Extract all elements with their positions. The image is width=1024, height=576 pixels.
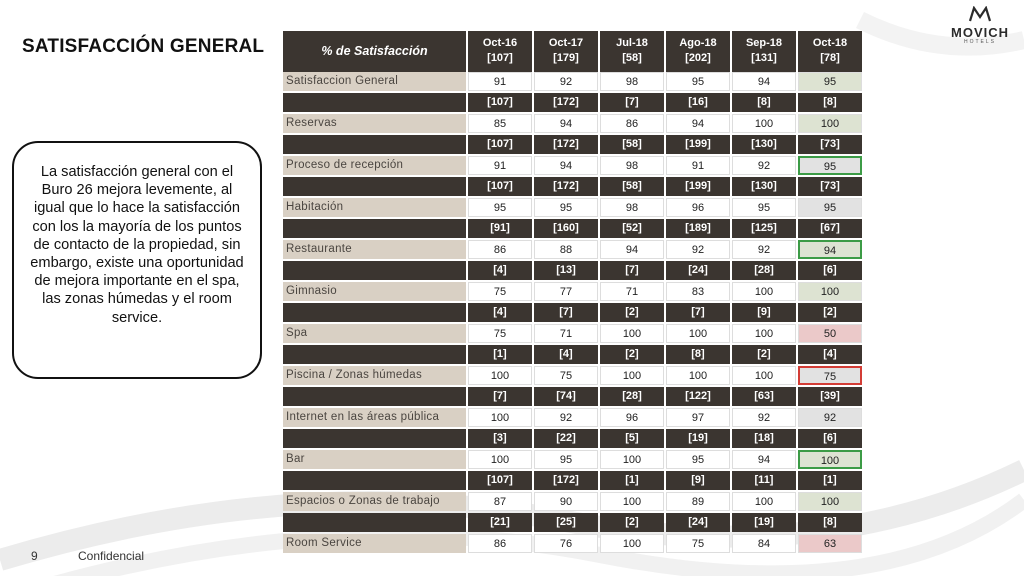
value-cell: 75 [534, 366, 598, 385]
sample-size-row-label [283, 471, 466, 490]
sample-size-row-label [283, 387, 466, 406]
sample-size-cell: [58] [600, 177, 664, 196]
column-period: Jul-18 [616, 37, 648, 49]
value-cell: 50 [798, 324, 862, 343]
column-sample-size: [131] [751, 52, 777, 64]
sample-size-row-label [283, 429, 466, 448]
value-cell: 92 [798, 408, 862, 427]
sample-size-cell: [6] [798, 429, 862, 448]
sample-size-cell: [24] [666, 513, 730, 532]
value-cell: 92 [732, 408, 796, 427]
sample-size-cell: [7] [534, 303, 598, 322]
value-cell: 92 [534, 72, 598, 91]
sample-size-cell: [107] [468, 177, 532, 196]
column-period: Oct-17 [548, 37, 584, 49]
sample-size-row-label [283, 513, 466, 532]
sample-size-cell: [16] [666, 93, 730, 112]
footer-confidential: Confidencial [78, 549, 145, 563]
value-cell: 94 [732, 72, 796, 91]
value-cell: 94 [798, 240, 862, 259]
satisfaction-table [283, 31, 859, 548]
row-label: Internet en las áreas pública [283, 408, 466, 427]
company-logo [940, 6, 1020, 46]
column-period: Ago-18 [679, 37, 717, 49]
value-cell: 95 [534, 450, 598, 469]
page-number: 9 [31, 549, 38, 563]
sample-size-cell: [28] [732, 261, 796, 280]
sample-size-cell: [125] [732, 219, 796, 238]
sample-size-cell: [8] [798, 513, 862, 532]
value-cell: 85 [468, 114, 532, 133]
value-cell: 95 [666, 450, 730, 469]
value-cell: 89 [666, 492, 730, 511]
column-sample-size: [78] [820, 52, 840, 64]
sample-size-cell: [1] [468, 345, 532, 364]
column-header [732, 31, 796, 72]
column-sample-size: [202] [685, 52, 711, 64]
value-cell: 100 [798, 114, 862, 133]
sample-size-cell: [24] [666, 261, 730, 280]
sample-size-cell: [2] [600, 513, 664, 532]
sample-size-cell: [199] [666, 135, 730, 154]
table-row [283, 156, 859, 176]
column-period: Oct-16 [482, 37, 518, 49]
sample-size-row-label [283, 345, 466, 364]
sample-size-cell: [7] [468, 387, 532, 406]
table-row [283, 408, 859, 428]
column-header [534, 31, 598, 72]
row-label: Proceso de recepción [283, 156, 466, 175]
sample-size-cell: [122] [666, 387, 730, 406]
value-cell: 94 [600, 240, 664, 259]
value-cell: 94 [732, 450, 796, 469]
table-row [283, 450, 859, 470]
value-cell: 100 [468, 366, 532, 385]
column-header [798, 31, 862, 72]
row-label: Habitación [283, 198, 466, 217]
table-row [283, 282, 859, 302]
table-row [283, 198, 859, 218]
value-cell: 77 [534, 282, 598, 301]
sample-size-row [283, 261, 859, 281]
value-cell: 88 [534, 240, 598, 259]
sample-size-row [283, 429, 859, 449]
page-title: SATISFACCIÓN GENERAL [22, 36, 265, 57]
value-cell: 96 [600, 408, 664, 427]
value-cell: 100 [468, 450, 532, 469]
sample-size-cell: [3] [468, 429, 532, 448]
value-cell: 86 [468, 240, 532, 259]
value-cell: 100 [666, 366, 730, 385]
sample-size-row [283, 387, 859, 407]
sample-size-cell: [107] [468, 135, 532, 154]
value-cell: 100 [732, 114, 796, 133]
column-header [600, 31, 664, 72]
sample-size-row [283, 345, 859, 365]
sample-size-row [283, 219, 859, 239]
value-cell: 71 [600, 282, 664, 301]
sample-size-row [283, 513, 859, 533]
table-row [283, 72, 859, 92]
row-label: Reservas [283, 114, 466, 133]
row-label: Restaurante [283, 240, 466, 259]
sample-size-cell: [107] [468, 471, 532, 490]
sample-size-cell: [8] [732, 93, 796, 112]
table-row [283, 366, 859, 386]
value-cell: 92 [732, 240, 796, 259]
value-cell: 84 [732, 534, 796, 553]
value-cell: 86 [468, 534, 532, 553]
sample-size-cell: [74] [534, 387, 598, 406]
value-cell: 100 [600, 492, 664, 511]
sample-size-cell: [25] [534, 513, 598, 532]
value-cell: 92 [534, 408, 598, 427]
logo-m-icon [968, 6, 992, 22]
sample-size-row-label [283, 261, 466, 280]
value-cell: 94 [534, 156, 598, 175]
column-header [468, 31, 532, 72]
logo-subtitle: HOTELS [963, 39, 996, 45]
sample-size-cell: [9] [732, 303, 796, 322]
sample-size-row [283, 93, 859, 113]
sample-size-cell: [39] [798, 387, 862, 406]
row-label: Room Service [283, 534, 466, 553]
column-period: Sep-18 [745, 37, 783, 49]
value-cell: 100 [600, 324, 664, 343]
sample-size-cell: [13] [534, 261, 598, 280]
column-sample-size: [58] [622, 52, 642, 64]
value-cell: 76 [534, 534, 598, 553]
sample-size-cell: [4] [468, 261, 532, 280]
sample-size-cell: [1] [798, 471, 862, 490]
table-header-label: % de Satisfacción [283, 31, 466, 72]
value-cell: 92 [666, 240, 730, 259]
value-cell: 91 [468, 72, 532, 91]
sample-size-cell: [7] [600, 261, 664, 280]
value-cell: 95 [534, 198, 598, 217]
row-label: Espacios o Zonas de trabajo [283, 492, 466, 511]
value-cell: 83 [666, 282, 730, 301]
value-cell: 94 [534, 114, 598, 133]
sample-size-row-label [283, 93, 466, 112]
summary-callout: La satisfacción general con el Buro 26 mejora levemente, al igual que lo hace la satisfacción con los la mayoría de los puntos de contacto de la propiedad, sin embargo, existe una oportunidad de mejora importante en el spa, las zonas húmedas y el room service. [12, 141, 262, 379]
value-cell: 75 [798, 366, 862, 385]
value-cell: 98 [600, 156, 664, 175]
sample-size-cell: [4] [534, 345, 598, 364]
value-cell: 91 [666, 156, 730, 175]
sample-size-cell: [9] [666, 471, 730, 490]
sample-size-cell: [6] [798, 261, 862, 280]
sample-size-row [283, 303, 859, 323]
row-label: Gimnasio [283, 282, 466, 301]
value-cell: 100 [798, 282, 862, 301]
sample-size-cell: [107] [468, 93, 532, 112]
sample-size-cell: [172] [534, 177, 598, 196]
value-cell: 100 [732, 324, 796, 343]
value-cell: 100 [600, 366, 664, 385]
sample-size-cell: [19] [666, 429, 730, 448]
value-cell: 75 [468, 282, 532, 301]
sample-size-row-label [283, 303, 466, 322]
value-cell: 95 [798, 156, 862, 175]
sample-size-cell: [19] [732, 513, 796, 532]
sample-size-cell: [52] [600, 219, 664, 238]
value-cell: 98 [600, 198, 664, 217]
sample-size-row [283, 471, 859, 491]
sample-size-cell: [11] [732, 471, 796, 490]
value-cell: 87 [468, 492, 532, 511]
column-period: Oct-18 [812, 37, 848, 49]
sample-size-row [283, 177, 859, 197]
value-cell: 95 [468, 198, 532, 217]
value-cell: 100 [600, 450, 664, 469]
sample-size-cell: [4] [798, 345, 862, 364]
value-cell: 100 [798, 450, 862, 469]
sample-size-cell: [2] [600, 345, 664, 364]
table-row [283, 492, 859, 512]
row-label: Bar [283, 450, 466, 469]
row-label: Spa [283, 324, 466, 343]
sample-size-cell: [73] [798, 177, 862, 196]
value-cell: 63 [798, 534, 862, 553]
sample-size-cell: [2] [600, 303, 664, 322]
sample-size-cell: [172] [534, 93, 598, 112]
sample-size-cell: [160] [534, 219, 598, 238]
column-sample-size: [179] [553, 52, 579, 64]
sample-size-row [283, 135, 859, 155]
value-cell: 71 [534, 324, 598, 343]
sample-size-cell: [8] [666, 345, 730, 364]
value-cell: 100 [468, 408, 532, 427]
value-cell: 95 [798, 72, 862, 91]
sample-size-cell: [172] [534, 135, 598, 154]
table-row [283, 534, 859, 554]
sample-size-cell: [21] [468, 513, 532, 532]
value-cell: 98 [600, 72, 664, 91]
table-row [283, 114, 859, 134]
sample-size-cell: [189] [666, 219, 730, 238]
sample-size-cell: [172] [534, 471, 598, 490]
value-cell: 100 [732, 282, 796, 301]
column-sample-size: [107] [487, 52, 513, 64]
sample-size-cell: [58] [600, 135, 664, 154]
sample-size-cell: [7] [600, 93, 664, 112]
sample-size-cell: [1] [600, 471, 664, 490]
value-cell: 100 [732, 492, 796, 511]
value-cell: 75 [666, 534, 730, 553]
sample-size-cell: [199] [666, 177, 730, 196]
sample-size-cell: [130] [732, 135, 796, 154]
sample-size-cell: [18] [732, 429, 796, 448]
table-row [283, 324, 859, 344]
value-cell: 100 [798, 492, 862, 511]
sample-size-cell: [2] [798, 303, 862, 322]
sample-size-row-label [283, 219, 466, 238]
value-cell: 95 [798, 198, 862, 217]
value-cell: 90 [534, 492, 598, 511]
value-cell: 86 [600, 114, 664, 133]
value-cell: 100 [600, 534, 664, 553]
sample-size-cell: [8] [798, 93, 862, 112]
value-cell: 100 [666, 324, 730, 343]
sample-size-cell: [67] [798, 219, 862, 238]
sample-size-cell: [73] [798, 135, 862, 154]
table-row [283, 240, 859, 260]
sample-size-cell: [2] [732, 345, 796, 364]
sample-size-cell: [28] [600, 387, 664, 406]
sample-size-row-label [283, 135, 466, 154]
logo-name: MOVICH [951, 25, 1009, 40]
value-cell: 91 [468, 156, 532, 175]
value-cell: 92 [732, 156, 796, 175]
value-cell: 75 [468, 324, 532, 343]
sample-size-cell: [4] [468, 303, 532, 322]
sample-size-cell: [63] [732, 387, 796, 406]
value-cell: 95 [732, 198, 796, 217]
sample-size-cell: [5] [600, 429, 664, 448]
sample-size-cell: [22] [534, 429, 598, 448]
column-header [666, 31, 730, 72]
value-cell: 96 [666, 198, 730, 217]
value-cell: 97 [666, 408, 730, 427]
value-cell: 94 [666, 114, 730, 133]
value-cell: 95 [666, 72, 730, 91]
sample-size-cell: [130] [732, 177, 796, 196]
row-label: Satisfaccion General [283, 72, 466, 91]
sample-size-cell: [7] [666, 303, 730, 322]
row-label: Piscina / Zonas húmedas [283, 366, 466, 385]
sample-size-cell: [91] [468, 219, 532, 238]
sample-size-row-label [283, 177, 466, 196]
value-cell: 100 [732, 366, 796, 385]
